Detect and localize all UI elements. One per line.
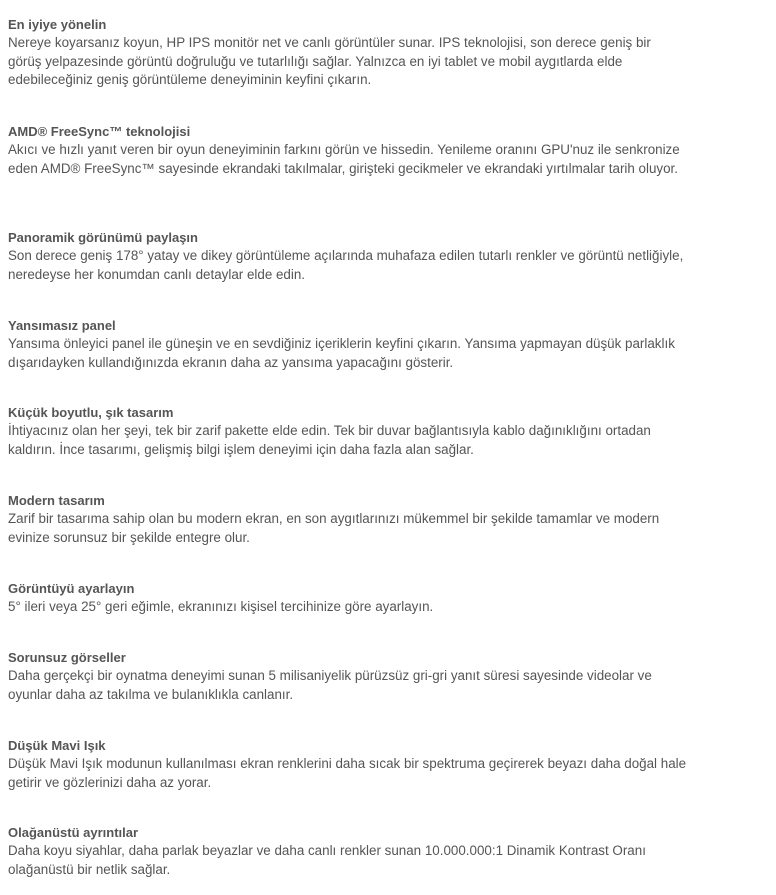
feature-body: Zarif bir tasarıma sahip olan bu modern ekran, en son aygıtlarınızı mükemmel bir şekilde tamamlar ve modern evinize sorunsuz bir şekilde entegre olur. — [8, 511, 660, 545]
feature-title: Olağanüstü ayrıntılar — [8, 825, 139, 840]
feature-title: AMD® FreeSync™ teknolojisi — [8, 124, 191, 139]
feature-section — [8, 737, 688, 792]
feature-section — [8, 229, 688, 284]
feature-title: Küçük boyutlu, şık tasarım — [8, 405, 174, 420]
feature-section — [8, 580, 688, 617]
feature-title: Panoramik görünümü paylaşın — [8, 230, 198, 245]
feature-body: İhtiyacınız olan her şeyi, tek bir zarif pakette elde edin. Tek bir duvar bağlantısıyla kablo dağınıklığını ortadan kaldırın. İnce tasarımı, gelişmiş bilgi işlem deneyimi için daha fazla alan sağlar. — [8, 423, 651, 457]
feature-body: Daha gerçekçi bir oynatma deneyimi sunan 5 milisaniyelik pürüzsüz gri-gri yanıt süresi sayesinde videolar ve oyunlar daha az takılma ve bulanıklıkla canlanır. — [8, 668, 652, 702]
feature-title: Sorunsuz görseller — [8, 650, 126, 665]
feature-title: En iyiye yönelin — [8, 17, 107, 32]
feature-section — [8, 404, 688, 459]
feature-body: Düşük Mavi Işık modunun kullanılması ekran renklerini daha sıcak bir spektruma geçirerek beyazı daha doğal hale getirir ve gözlerinizi daha az yorar. — [8, 756, 687, 790]
feature-section — [8, 824, 688, 879]
feature-section — [8, 16, 688, 90]
feature-body: Akıcı ve hızlı yanıt veren bir oyun deneyiminin farkını görün ve hissedin. Yenileme oranını GPU'nuz ile senkronize eden AMD® FreeSync™ sayesinde ekrandaki takılmalar, girişteki gecikmeler ve ekrandaki yırtılmalar tarih oluyor. — [8, 142, 680, 176]
feature-body: Daha koyu siyahlar, daha parlak beyazlar ve daha canlı renkler sunan 10.000.000:1 Dinamik Kontrast Oranı olağanüstü bir netlik sağlar. — [8, 843, 646, 877]
feature-body: Yansıma önleyici panel ile güneşin ve en sevdiğiniz içeriklerin keyfini çıkarın. Yansıma yapmayan düşük parlaklık dışarıdayken kullandığınızda ekranın daha az yansıma yapacağını gösterir. — [8, 336, 675, 370]
feature-body: Nereye koyarsanız koyun, HP IPS monitör net ve canlı görüntüler sunar. IPS teknolojisi, son derece geniş bir görüş yelpazesinde görüntü doğruluğu ve tutarlılığı sağlar. Yalnızca en iyi tablet ve mobil aygıtlarda elde edebileceğiniz geniş görüntüleme deneyiminin keyfini çıkarın. — [8, 35, 651, 87]
feature-title: Modern tasarım — [8, 493, 105, 508]
feature-section — [8, 492, 688, 547]
feature-title: Görüntüyü ayarlayın — [8, 581, 135, 596]
feature-title: Yansımasız panel — [8, 318, 116, 333]
feature-section — [8, 317, 688, 372]
feature-section — [8, 123, 688, 178]
feature-title: Düşük Mavi Işık — [8, 738, 106, 753]
feature-section — [8, 649, 688, 704]
feature-body: Son derece geniş 178° yatay ve dikey görüntüleme açılarında muhafaza edilen tutarlı renkler ve görüntü netliğiyle, neredeyse her konumdan canlı detaylar elde edin. — [8, 248, 684, 282]
feature-body: 5° ileri veya 25° geri eğimle, ekranınızı kişisel tercihinize göre ayarlayın. — [8, 599, 434, 614]
